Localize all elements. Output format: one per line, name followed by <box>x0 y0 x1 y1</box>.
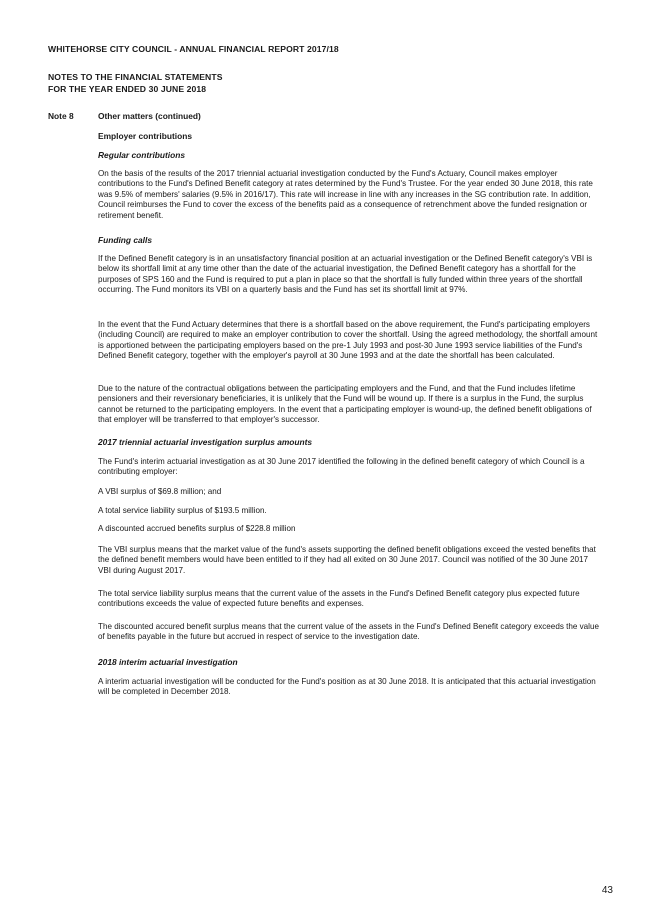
paragraph: In the event that the Fund Actuary determines that there is a shortfall based on the above requirement, the Fund's participating employers (including Council) are required to make an employer contribution to cover the shortfall. Using the agreed methodology, the shortfall amount is apportioned between the participating employers based on the pre-1 July 1993 and post-30 June 1993 service liabilities of the Fund's Defined Benefit category, together with the employer's payroll at 30 June 1993 and at the date the shortfall has been calculated. <box>98 320 598 361</box>
section-heading-surplus-2017: 2017 triennial actuarial investigation surplus amounts <box>98 437 313 447</box>
section-heading-employer-contributions: Employer contributions <box>98 131 192 141</box>
paragraph: Due to the nature of the contractual obligations between the participating employers and the Fund, and that the Fund includes lifetime pensioners and their reversionary beneficiaries, it is unlikely that the Fund will be wound up. If there is a surplus in the Fund, the surplus cannot be returned to the participating employers. In the event that a participating employer is wound-up, the defined benefit obligations of that employer will be transferred to that employer's successor. <box>98 384 592 425</box>
list-item: A discounted accrued benefits surplus of $228.8 million <box>98 524 296 533</box>
list-item: A VBI surplus of $69.8 million; and <box>98 487 222 496</box>
list-item: A total service liability surplus of $193.5 million. <box>98 506 267 515</box>
paragraph: The Fund's interim actuarial investigation as at 30 June 2017 identified the following in the defined benefit category of which Council is a contributing employer: <box>98 457 585 477</box>
notes-title: NOTES TO THE FINANCIAL STATEMENTS <box>48 72 223 82</box>
section-heading-funding-calls: Funding calls <box>98 235 152 245</box>
paragraph: A interim actuarial investigation will be conducted for the Fund's position as at 30 June 2018. It is anticipated that this actuarial investigation will be completed in December 2018. <box>98 677 596 697</box>
note-number: Note 8 <box>48 111 74 121</box>
section-heading-interim-2018: 2018 interim actuarial investigation <box>98 657 238 667</box>
report-title: WHITEHORSE CITY COUNCIL - ANNUAL FINANCIAL REPORT 2017/18 <box>48 44 339 54</box>
period-title: FOR THE YEAR ENDED 30 JUNE 2018 <box>48 84 207 94</box>
page-number: 43 <box>601 885 613 896</box>
note-title: Other matters (continued) <box>98 111 201 121</box>
paragraph: The total service liability surplus means that the current value of the assets in the Fund's Defined Benefit category plus expected future contributions exceeds the value of expected future benefits and expenses. <box>98 589 580 609</box>
paragraph: If the Defined Benefit category is in an unsatisfactory financial position at an actuarial investigation or the Defined Benefit category's VBI is below its shortfall limit at any time other than the date of the actuarial investigation, the Defined Benefit category has a shortfall for the purposes of SPS 160 and the Fund is required to put a plan in place so that the shortfall is fully funded within three years of the shortfall occurring. The Fund monitors its VBI on a quarterly basis and the Fund has set its shortfall limit at 97%. <box>98 254 593 295</box>
section-heading-regular-contributions: Regular contributions <box>98 150 186 160</box>
paragraph: The VBI surplus means that the market value of the fund's assets supporting the defined benefit obligations exceed the vested benefits that the defined benefit members would have been entitled to if they had all exited on 30 June 2017. Council was notified of the 30 June 2017 VBI during August 2017. <box>98 545 596 575</box>
paragraph: On the basis of the results of the 2017 triennial actuarial investigation conducted by the Fund's Actuary, Council makes employer contributions to the Fund's Defined Benefit category at rates determined by the Fund's Trustee. For the year ended 30 June 2018, this rate was 9.5% of members' salaries (9.5% in 2016/17). This rate will increase in line with any increases in the SG contribution rate. In addition, Council reimburses the Fund to cover the excess of the benefits paid as a consequence of retrenchment above the funded resignation or retirement benefit. <box>98 169 593 220</box>
paragraph: The discounted accured benefit surplus means that the current value of the assets in the Fund's Defined Benefit category exceeds the value of benefits payable in the future but accrued in respect of service to the investigation date. <box>98 622 599 642</box>
